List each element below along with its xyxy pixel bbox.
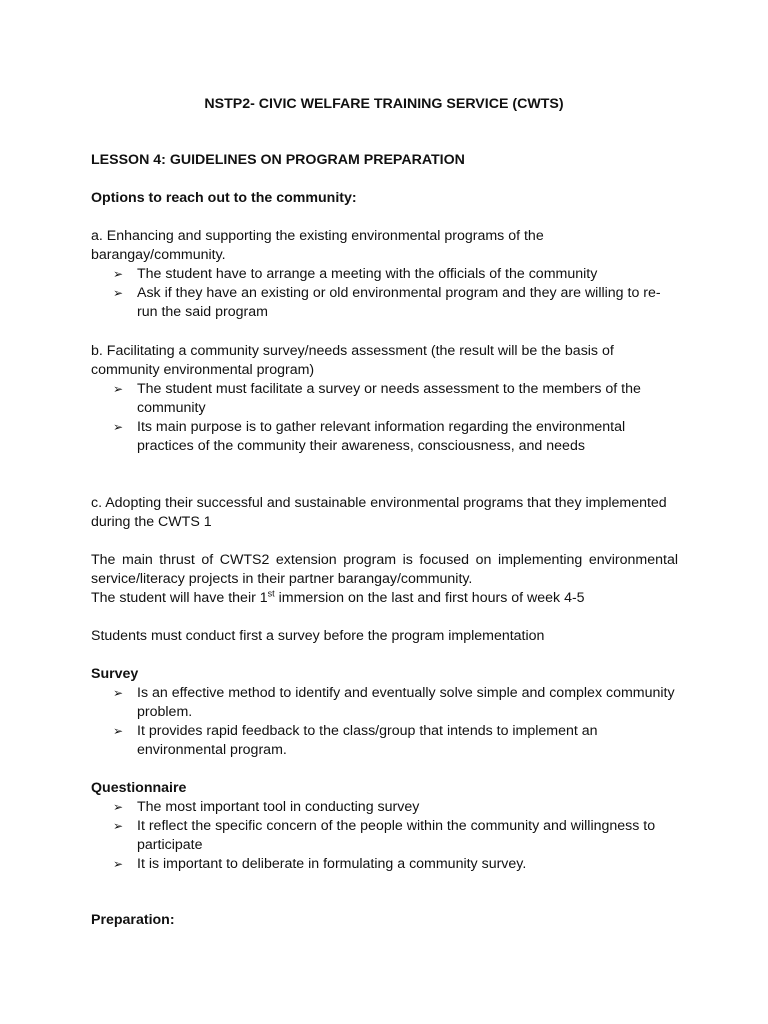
option-a-section <box>91 227 678 322</box>
option-c-text: c. Adopting their successful and sustainable environmental programs that they implemented during the CWTS 1 <box>91 495 667 530</box>
arrow-bullet-icon: ➢ <box>113 382 124 396</box>
lesson-heading: LESSON 4: GUIDELINES ON PROGRAM PREPARATION <box>91 152 465 168</box>
arrow-bullet-icon: ➢ <box>113 420 124 434</box>
list-item: ➢ It provides rapid feedback to the class/group that intends to implement an environmental program. <box>113 723 598 758</box>
thrust-line-1: The main thrust of CWTS2 extension program is focused on implementing environmental service/literacy projects in their partner barangay/community. <box>91 552 678 587</box>
list-item: ➢ The student have to arrange a meeting with the officials of the community <box>113 266 598 282</box>
list-item: ➢ It is important to deliberate in formulating a community survey. <box>113 856 527 872</box>
thrust-paragraph <box>91 551 678 608</box>
option-b-text: b. Facilitating a community survey/needs assessment (the result will be the basis of community environmental program) <box>91 343 614 378</box>
list-item: ➢ Ask if they have an existing or old environmental program and they are willing to re-run the said program <box>113 285 661 320</box>
arrow-bullet-icon: ➢ <box>113 286 124 300</box>
option-a-text: a. Enhancing and supporting the existing environmental programs of the barangay/community. <box>91 228 544 263</box>
option-a-bullets <box>91 265 678 322</box>
questionnaire-bullets <box>91 798 678 874</box>
survey-section <box>91 665 678 760</box>
option-b-bullets <box>91 380 678 456</box>
questionnaire-heading: Questionnaire <box>91 780 187 796</box>
questionnaire-section <box>91 779 678 874</box>
survey-heading: Survey <box>91 666 139 682</box>
survey-note: Students must conduct first a survey before the program implementation <box>91 628 545 644</box>
list-item: ➢ The most important tool in conducting survey <box>113 799 420 815</box>
arrow-bullet-icon: ➢ <box>113 686 124 700</box>
arrow-bullet-icon: ➢ <box>113 800 124 814</box>
arrow-bullet-icon: ➢ <box>113 857 124 871</box>
list-item: ➢ The student must facilitate a survey or needs assessment to the members of the community <box>113 381 641 416</box>
option-c-section <box>91 494 678 532</box>
options-heading: Options to reach out to the community: <box>91 190 357 206</box>
document-title: NSTP2- CIVIC WELFARE TRAINING SERVICE (CWTS) <box>204 96 564 112</box>
arrow-bullet-icon: ➢ <box>113 267 124 281</box>
arrow-bullet-icon: ➢ <box>113 724 124 738</box>
list-item: ➢ Its main purpose is to gather relevant information regarding the environmental practices of the community their awareness, consciousness, and needs <box>113 419 626 454</box>
preparation-heading: Preparation: <box>91 912 175 928</box>
list-item: ➢ Is an effective method to identify and eventually solve simple and complex community problem. <box>113 685 675 720</box>
survey-bullets <box>91 684 678 760</box>
thrust-line-2: The student will have their 1st immersion on the last and first hours of week 4-5 <box>91 588 585 606</box>
list-item: ➢ It reflect the specific concern of the people within the community and willingness to participate <box>113 818 656 853</box>
arrow-bullet-icon: ➢ <box>113 819 124 833</box>
option-b-section <box>91 342 678 456</box>
